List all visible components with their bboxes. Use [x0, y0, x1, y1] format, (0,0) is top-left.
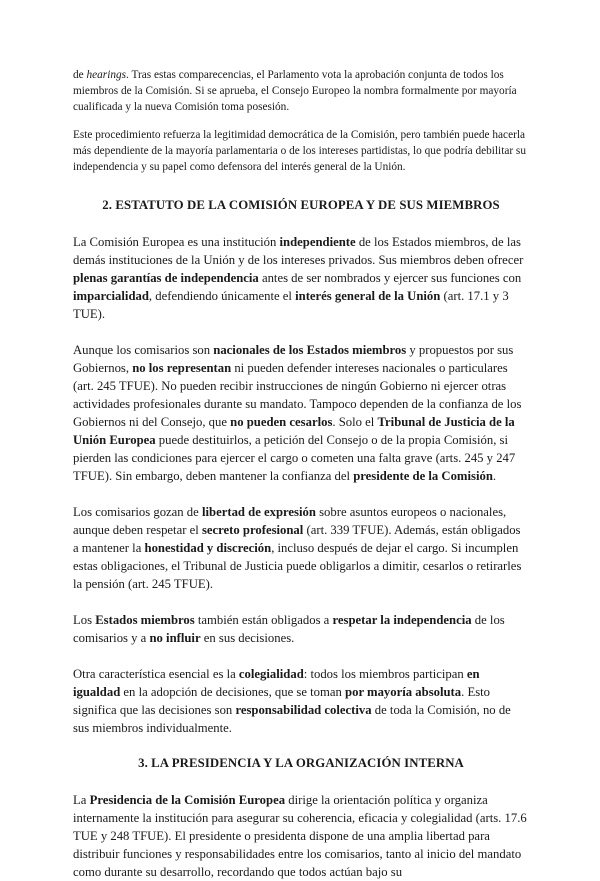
bold-text-run: en igualdad	[73, 667, 480, 699]
bold-text-run: colegialidad	[238, 667, 304, 681]
text-run: dirige la orientación política y organiza internamente la institución para asegurar su coherencia, eficacia y colegialidad (arts. 17.6 TUE y 248 TFUE). El presidente o presidenta dispone de una amplia libertad para distribuir funciones y responsabilidades entre los comisarios, tanto al inicio del mandato como durante su desarrollo, recordando que todos actúan bajo su	[73, 793, 527, 879]
text-run: , incluso después de dejar el cargo. Si incumplen estas obligaciones, el Tribunal de Justicia puede obligarlos a dimitir, cesarlos o retirarles la pensión (art. 245 TFUE).	[73, 541, 522, 591]
text-run: de los comisarios y a	[73, 613, 505, 645]
text-run: Este procedimiento refuerza la legitimidad democrática de la Comisión, pero también puede hacerla más dependiente de la mayoría parlamentaria o de los intereses partidistas, lo que podría debilitar su independencia y su papel como defensora del interés general de la Unión.	[73, 129, 526, 173]
bold-text-run: libertad de expresión	[201, 505, 316, 519]
text-run: , defendiendo únicamente el	[148, 289, 296, 303]
section-2-paragraph-2	[73, 341, 529, 485]
text-run: . Esto significa que las decisiones son	[73, 685, 491, 717]
text-run: antes de ser nombrados y ejercer sus funciones con	[258, 271, 522, 285]
text-run: (art. 339 TFUE). Además, están obligados a mantener la	[73, 523, 521, 555]
bold-text-run: por mayoría absoluta	[345, 685, 462, 699]
bold-text-run: no influir	[149, 631, 201, 645]
bold-text-run: independiente	[279, 235, 356, 249]
section-2-paragraph-1	[73, 233, 529, 323]
page-content	[73, 67, 529, 881]
bold-text-run: no pueden cesarlos	[230, 415, 333, 429]
text-run: sobre asuntos europeos o nacionales, aunque deben respetar el	[73, 505, 507, 537]
text-run: de toda la Comisión, no de sus miembros individualmente.	[73, 703, 511, 735]
text-run: La	[73, 793, 90, 807]
section-2-heading: 2. ESTATUTO DE LA COMISIÓN EUROPEA Y DE SUS MIEMBROS	[102, 198, 500, 212]
bold-text-run: Tribunal de Justicia de la Unión Europea	[73, 415, 515, 447]
bold-text-run: Estados miembros	[95, 613, 195, 627]
text-run: . Solo el	[332, 415, 378, 429]
bold-text-run: responsabilidad colectiva	[235, 703, 372, 717]
text-run: : todos los miembros participan	[303, 667, 467, 681]
bold-text-run: imparcialidad	[73, 289, 149, 303]
text-run: Otra característica esencial es la	[73, 667, 239, 681]
bold-text-run: secreto profesional	[201, 523, 304, 537]
text-run: Los	[73, 613, 96, 627]
bold-text-run: honestidad y discreción	[144, 541, 272, 555]
text-run: Aunque los comisarios son	[73, 343, 214, 357]
text-run: puede destituirlos, a petición del Consejo o de la propia Comisión, si pierden las condiciones para ejercer el cargo o cometen una falta grave (arts. 245 y 247 TFUE). Sin embargo, deben mantener la confianza del	[73, 433, 516, 483]
section-2-paragraph-4	[73, 611, 529, 647]
section-2-paragraph-5	[73, 665, 529, 737]
section-2-paragraph-3	[73, 503, 529, 593]
bold-text-run: no los representan	[132, 361, 232, 375]
text-run: (art. 17.1 y 3 TUE).	[73, 289, 509, 321]
text-run: . Tras estas comparecencias, el Parlamento vota la aprobación conjunta de todos los miembros de la Comisión. Si se aprueba, el Consejo Europeo la nombra formalmente por mayoría cualificada y la nueva Comisión toma posesión.	[73, 69, 517, 113]
intro-paragraph-1	[73, 67, 529, 115]
text-run: de los Estados miembros, de las demás instituciones de la Unión y de los intereses privados. Sus miembros deben ofrecer	[73, 235, 524, 267]
text-run: y propuestos por sus Gobiernos,	[73, 343, 514, 375]
bold-text-run: Presidencia de la Comisión Europea	[89, 793, 286, 807]
text-run: ni pueden defender intereses nacionales o particulares (art. 245 TFUE). No pueden recibir instrucciones de ningún Gobierno ni ejercer otras actividades profesionales durante su mandato. Tampoco dependen de la confianza de los Gobiernos ni del Consejo, que	[73, 361, 522, 429]
text-run: en la adopción de decisiones, que se toman	[120, 685, 346, 699]
bold-text-run: nacionales de los Estados miembros	[213, 343, 407, 357]
bold-text-run: presidente de la Comisión	[353, 469, 493, 483]
italic-text-run: hearings	[86, 69, 127, 81]
bold-text-run: interés general de la Unión	[295, 289, 441, 303]
bold-text-run: respetar la independencia	[332, 613, 472, 627]
text-run: en sus decisiones.	[200, 631, 295, 645]
text-run: .	[492, 469, 497, 483]
section-3-paragraph-1	[73, 791, 529, 881]
text-run: también están obligados a	[194, 613, 333, 627]
bold-text-run: plenas garantías de independencia	[73, 271, 259, 285]
text-run: de	[73, 69, 87, 81]
text-run: La Comisión Europea es una institución	[73, 235, 280, 249]
section-3-heading: 3. LA PRESIDENCIA Y LA ORGANIZACIÓN INTERNA	[138, 756, 464, 770]
text-run: Los comisarios gozan de	[73, 505, 202, 519]
intro-paragraph-2	[73, 127, 529, 175]
